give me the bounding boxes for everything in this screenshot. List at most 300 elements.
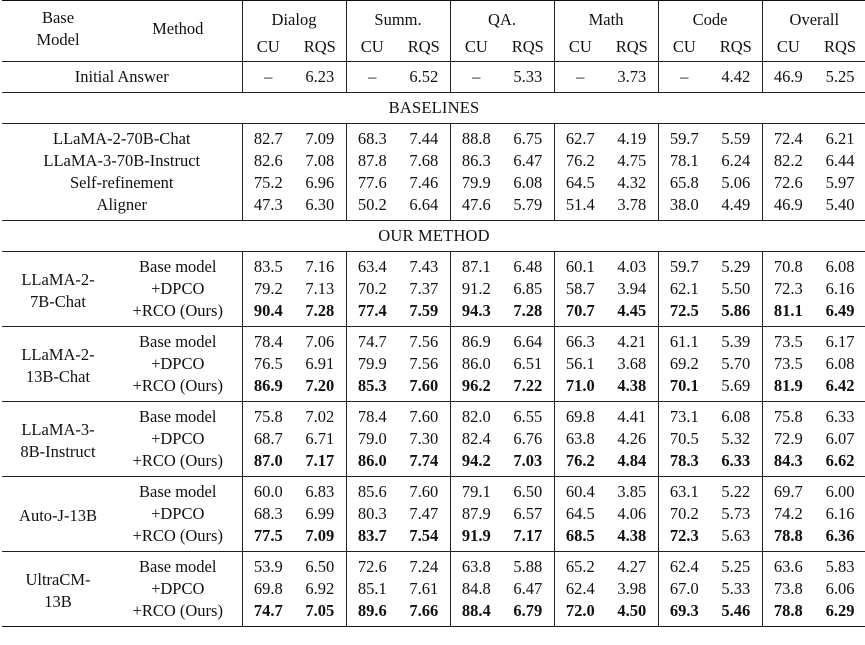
- value-cell: 4.19: [606, 124, 658, 151]
- header-category-code: Code: [658, 1, 762, 34]
- value-cell: 53.9: [242, 552, 294, 579]
- value-cell: 6.36: [825, 526, 855, 545]
- value-cell: 73.5: [773, 354, 803, 373]
- value-cell: 4.27: [606, 552, 658, 579]
- value-cell: 4.03: [606, 252, 658, 279]
- value-cell: 60.4: [554, 477, 606, 504]
- value-cell: 6.00: [814, 477, 865, 504]
- value-cell: 5.25: [710, 552, 762, 579]
- value-cell: 78.8: [773, 526, 803, 545]
- header-rqs: RQS: [502, 33, 554, 62]
- value-cell: 3.78: [606, 194, 658, 221]
- method-row: [2, 300, 865, 327]
- value-cell: 6.83: [294, 477, 346, 504]
- value-cell: 7.20: [294, 375, 346, 402]
- base-model-name-line1: LLaMA-2-: [21, 270, 95, 289]
- value-cell: 5.59: [710, 124, 762, 151]
- method-name: +RCO (Ours): [114, 300, 242, 327]
- value-cell: 69.8: [253, 579, 283, 598]
- value-cell: 73.8: [773, 579, 803, 598]
- value-cell: 6.92: [294, 578, 346, 600]
- base-model-name-line1: LLaMA-3-: [21, 420, 95, 439]
- method-name: +RCO (Ours): [114, 525, 242, 552]
- value-cell: 59.7: [658, 252, 710, 279]
- method-name: +DPCO: [114, 503, 242, 525]
- section-title-baselines: BASELINES: [2, 93, 865, 124]
- value-cell: 64.5: [565, 504, 595, 523]
- method-row: [2, 578, 865, 600]
- header-base-model-line1: Base: [41, 8, 75, 27]
- value-cell: 7.05: [294, 600, 346, 627]
- method-row: [2, 402, 865, 429]
- value-cell: 6.29: [814, 600, 865, 627]
- value-cell: 5.29: [710, 252, 762, 279]
- value-cell: 85.3: [357, 376, 387, 395]
- header-category-overall: Overall: [762, 1, 865, 34]
- header-cu: CU: [360, 37, 384, 56]
- base-model-name-line2: 8B-Instruct: [20, 442, 96, 461]
- value-cell: 6.17: [814, 327, 865, 354]
- value-cell: 6.08: [814, 252, 865, 279]
- value-cell: 82.7: [242, 124, 294, 151]
- baseline-name: LLaMA-3-70B-Instruct: [2, 150, 242, 172]
- value-cell: 5.70: [710, 353, 762, 375]
- value-cell: 50.2: [357, 195, 387, 214]
- value-cell: 70.5: [669, 429, 699, 448]
- value-cell: –: [346, 62, 398, 93]
- base-model-name: [2, 327, 114, 402]
- value-cell: 68.5: [565, 526, 595, 545]
- value-cell: 96.2: [461, 376, 491, 395]
- value-cell: 63.6: [762, 552, 814, 579]
- value-cell: 47.6: [461, 195, 491, 214]
- value-cell: 6.30: [294, 194, 346, 221]
- baseline-row: [2, 150, 865, 172]
- value-cell: 69.2: [669, 354, 699, 373]
- value-cell: 75.2: [253, 173, 283, 192]
- value-cell: 88.8: [450, 124, 502, 151]
- value-cell: –: [658, 62, 710, 93]
- value-cell: 4.06: [606, 503, 658, 525]
- value-cell: 77.6: [357, 173, 387, 192]
- value-cell: 6.55: [502, 402, 554, 429]
- value-cell: 86.0: [357, 451, 387, 470]
- value-cell: 6.85: [502, 278, 554, 300]
- method-row: [2, 600, 865, 627]
- value-cell: 3.85: [606, 477, 658, 504]
- value-cell: 73.1: [658, 402, 710, 429]
- value-cell: 5.06: [710, 172, 762, 194]
- value-cell: 7.47: [398, 503, 450, 525]
- section-title-our-method: OUR METHOD: [2, 221, 865, 252]
- baseline-name: Aligner: [2, 194, 242, 221]
- value-cell: 7.08: [294, 150, 346, 172]
- value-cell: 62.7: [554, 124, 606, 151]
- value-cell: 79.1: [450, 477, 502, 504]
- value-cell: 47.3: [253, 195, 283, 214]
- value-cell: 7.24: [398, 552, 450, 579]
- value-cell: 5.50: [710, 278, 762, 300]
- baseline-row: [2, 172, 865, 194]
- value-cell: 84.3: [773, 451, 803, 470]
- value-cell: 7.17: [294, 450, 346, 477]
- value-cell: 7.66: [398, 600, 450, 627]
- method-row: [2, 353, 865, 375]
- value-cell: 4.45: [606, 300, 658, 327]
- baseline-name: LLaMA-2-70B-Chat: [2, 124, 242, 151]
- value-cell: 85.6: [346, 477, 398, 504]
- value-cell: 5.33: [502, 62, 554, 93]
- value-cell: 51.4: [565, 195, 595, 214]
- value-cell: 86.9: [253, 376, 283, 395]
- header-cu: CU: [464, 37, 488, 56]
- value-cell: 6.21: [814, 124, 865, 151]
- value-cell: 5.86: [710, 300, 762, 327]
- value-cell: 72.3: [669, 526, 699, 545]
- value-cell: 7.68: [398, 150, 450, 172]
- method-name: Base model: [114, 402, 242, 429]
- value-cell: 59.7: [658, 124, 710, 151]
- value-cell: 62.4: [658, 552, 710, 579]
- value-cell: 38.0: [669, 195, 699, 214]
- value-cell: 70.1: [669, 376, 699, 395]
- value-cell: 91.2: [461, 279, 491, 298]
- value-cell: 5.83: [814, 552, 865, 579]
- value-cell: 84.8: [461, 579, 491, 598]
- value-cell: 72.6: [773, 173, 803, 192]
- value-cell: 5.39: [710, 327, 762, 354]
- value-cell: 60.1: [554, 252, 606, 279]
- method-row: [2, 375, 865, 402]
- method-name: Base model: [114, 252, 242, 279]
- value-cell: 3.73: [606, 62, 658, 93]
- value-cell: 7.44: [398, 124, 450, 151]
- value-cell: 7.46: [398, 172, 450, 194]
- value-cell: 6.08: [502, 172, 554, 194]
- header-rqs: RQS: [606, 33, 658, 62]
- value-cell: 94.3: [461, 301, 491, 320]
- value-cell: 5.73: [710, 503, 762, 525]
- value-cell: 7.13: [294, 278, 346, 300]
- method-name: +RCO (Ours): [114, 450, 242, 477]
- baseline-row: [2, 194, 865, 221]
- value-cell: 72.9: [773, 429, 803, 448]
- method-name: +DPCO: [114, 353, 242, 375]
- value-cell: 3.98: [606, 578, 658, 600]
- value-cell: 6.06: [825, 579, 855, 598]
- value-cell: 6.75: [502, 124, 554, 151]
- value-cell: 65.2: [554, 552, 606, 579]
- value-cell: 5.33: [710, 578, 762, 600]
- value-cell: 7.74: [398, 450, 450, 477]
- value-cell: 7.02: [294, 402, 346, 429]
- value-cell: 7.43: [398, 252, 450, 279]
- value-cell: 70.7: [565, 301, 595, 320]
- method-row: [2, 450, 865, 477]
- value-cell: 6.08: [825, 354, 855, 373]
- base-model-name-line1: UltraCM-: [25, 570, 91, 589]
- header-base-model: [2, 1, 114, 62]
- value-cell: 69.7: [762, 477, 814, 504]
- value-cell: 94.2: [461, 451, 491, 470]
- value-cell: 7.60: [398, 375, 450, 402]
- header-base-model-line2: Model: [36, 30, 80, 49]
- value-cell: 46.9: [762, 62, 814, 93]
- value-cell: 87.9: [461, 504, 491, 523]
- value-cell: 63.8: [450, 552, 502, 579]
- value-cell: 73.5: [762, 327, 814, 354]
- value-cell: 7.60: [398, 402, 450, 429]
- method-name: +RCO (Ours): [114, 600, 242, 627]
- value-cell: 46.9: [773, 195, 803, 214]
- header-category-summ: Summ.: [346, 1, 450, 34]
- value-cell: 5.40: [825, 195, 855, 214]
- value-cell: 87.1: [450, 252, 502, 279]
- value-cell: 58.7: [565, 279, 595, 298]
- value-cell: 82.6: [253, 151, 283, 170]
- method-row: [2, 428, 865, 450]
- value-cell: 7.28: [502, 300, 554, 327]
- value-cell: 6.33: [814, 402, 865, 429]
- header-cu: CU: [776, 37, 800, 56]
- header-row-categories: [2, 1, 865, 34]
- value-cell: 7.30: [398, 428, 450, 450]
- value-cell: 68.3: [346, 124, 398, 151]
- value-cell: –: [554, 62, 606, 93]
- value-cell: 62.1: [669, 279, 699, 298]
- value-cell: 87.8: [357, 151, 387, 170]
- value-cell: 77.5: [253, 526, 283, 545]
- value-cell: 86.3: [461, 151, 491, 170]
- value-cell: 5.79: [502, 194, 554, 221]
- initial-answer-label: Initial Answer: [2, 62, 242, 93]
- value-cell: 6.50: [502, 477, 554, 504]
- value-cell: 7.54: [398, 525, 450, 552]
- value-cell: 74.2: [773, 504, 803, 523]
- method-name: +DPCO: [114, 578, 242, 600]
- value-cell: 64.5: [565, 173, 595, 192]
- value-cell: 62.4: [565, 579, 595, 598]
- value-cell: 6.16: [825, 279, 855, 298]
- value-cell: 4.42: [710, 62, 762, 93]
- base-model-name-line1: LLaMA-2-: [21, 345, 95, 364]
- value-cell: 79.0: [357, 429, 387, 448]
- value-cell: 69.3: [658, 600, 710, 627]
- value-cell: 6.16: [825, 504, 855, 523]
- value-cell: 76.5: [253, 354, 283, 373]
- header-method: Method: [114, 1, 242, 62]
- value-cell: 6.50: [294, 552, 346, 579]
- value-cell: 86.0: [461, 354, 491, 373]
- value-cell: 7.09: [294, 124, 346, 151]
- value-cell: 83.7: [357, 526, 387, 545]
- value-cell: 4.49: [710, 194, 762, 221]
- value-cell: 87.0: [253, 451, 283, 470]
- value-cell: 72.6: [346, 552, 398, 579]
- value-cell: 61.1: [658, 327, 710, 354]
- value-cell: 70.8: [762, 252, 814, 279]
- value-cell: 5.63: [710, 525, 762, 552]
- header-rqs: RQS: [398, 33, 450, 62]
- base-model-name: [2, 552, 114, 627]
- base-model-name-line1: Auto-J-13B: [19, 506, 97, 525]
- value-cell: 65.8: [669, 173, 699, 192]
- value-cell: 78.8: [762, 600, 814, 627]
- value-cell: 6.51: [502, 353, 554, 375]
- value-cell: 72.0: [554, 600, 606, 627]
- value-cell: 78.4: [242, 327, 294, 354]
- value-cell: 82.0: [450, 402, 502, 429]
- value-cell: 63.1: [658, 477, 710, 504]
- value-cell: 85.1: [357, 579, 387, 598]
- value-cell: 6.42: [825, 376, 855, 395]
- value-cell: 79.9: [357, 354, 387, 373]
- header-rqs: RQS: [710, 33, 762, 62]
- section-row-baselines: [2, 93, 865, 124]
- value-cell: 6.44: [825, 151, 855, 170]
- value-cell: 68.3: [253, 504, 283, 523]
- baseline-row: [2, 124, 865, 151]
- value-cell: 7.60: [398, 477, 450, 504]
- value-cell: 6.76: [502, 428, 554, 450]
- value-cell: 74.7: [346, 327, 398, 354]
- base-model-name: [2, 252, 114, 327]
- value-cell: 4.21: [606, 327, 658, 354]
- section-row-our-method: [2, 221, 865, 252]
- header-cu: CU: [256, 37, 280, 56]
- initial-answer-row: [2, 62, 865, 93]
- value-cell: 56.1: [565, 354, 595, 373]
- value-cell: 68.7: [253, 429, 283, 448]
- value-cell: 70.2: [669, 504, 699, 523]
- value-cell: 72.3: [773, 279, 803, 298]
- baseline-name: Self-refinement: [2, 172, 242, 194]
- value-cell: 3.68: [606, 353, 658, 375]
- value-cell: 5.88: [502, 552, 554, 579]
- value-cell: 7.09: [294, 525, 346, 552]
- method-row: [2, 525, 865, 552]
- value-cell: 6.96: [294, 172, 346, 194]
- value-cell: 81.1: [773, 301, 803, 320]
- value-cell: 67.0: [669, 579, 699, 598]
- base-model-name-line2: 13B-Chat: [25, 367, 91, 386]
- header-category-math: Math: [554, 1, 658, 34]
- value-cell: 78.3: [669, 451, 699, 470]
- value-cell: 90.4: [253, 301, 283, 320]
- value-cell: 78.1: [669, 151, 699, 170]
- value-cell: 5.32: [710, 428, 762, 450]
- value-cell: 7.17: [502, 525, 554, 552]
- value-cell: 7.56: [398, 353, 450, 375]
- value-cell: 7.16: [294, 252, 346, 279]
- value-cell: 6.33: [710, 450, 762, 477]
- value-cell: 72.4: [762, 124, 814, 151]
- method-row: [2, 477, 865, 504]
- value-cell: 6.79: [502, 600, 554, 627]
- value-cell: 6.23: [294, 62, 346, 93]
- value-cell: 5.97: [825, 173, 855, 192]
- value-cell: 89.6: [346, 600, 398, 627]
- header-cu: CU: [568, 37, 592, 56]
- value-cell: 80.3: [357, 504, 387, 523]
- value-cell: 81.9: [773, 376, 803, 395]
- header-rqs: RQS: [823, 37, 857, 56]
- value-cell: 69.8: [554, 402, 606, 429]
- method-name: +RCO (Ours): [114, 375, 242, 402]
- method-row: [2, 252, 865, 279]
- method-name: Base model: [114, 327, 242, 354]
- method-name: Base model: [114, 477, 242, 504]
- value-cell: 6.64: [398, 194, 450, 221]
- value-cell: 76.2: [565, 451, 595, 470]
- value-cell: 7.03: [502, 450, 554, 477]
- value-cell: 6.91: [294, 353, 346, 375]
- value-cell: 76.2: [565, 151, 595, 170]
- value-cell: 7.56: [398, 327, 450, 354]
- value-cell: 7.22: [502, 375, 554, 402]
- value-cell: 5.25: [814, 62, 865, 93]
- value-cell: 71.0: [565, 376, 595, 395]
- value-cell: 60.0: [242, 477, 294, 504]
- header-rqs: RQS: [294, 33, 346, 62]
- value-cell: 70.2: [357, 279, 387, 298]
- value-cell: 78.4: [346, 402, 398, 429]
- value-cell: 6.47: [502, 578, 554, 600]
- base-model-name-line2: 7B-Chat: [30, 292, 86, 311]
- value-cell: 5.22: [710, 477, 762, 504]
- results-table: [2, 0, 865, 627]
- value-cell: –: [242, 62, 294, 93]
- value-cell: 86.9: [450, 327, 502, 354]
- value-cell: 6.47: [502, 150, 554, 172]
- value-cell: 77.4: [357, 301, 387, 320]
- method-row: [2, 278, 865, 300]
- value-cell: 88.4: [450, 600, 502, 627]
- header-category-dialog: Dialog: [242, 1, 346, 34]
- value-cell: 75.8: [242, 402, 294, 429]
- value-cell: 4.75: [606, 150, 658, 172]
- value-cell: 63.8: [565, 429, 595, 448]
- value-cell: 7.28: [294, 300, 346, 327]
- value-cell: 82.4: [461, 429, 491, 448]
- value-cell: 4.26: [606, 428, 658, 450]
- value-cell: 66.3: [554, 327, 606, 354]
- value-cell: 6.24: [710, 150, 762, 172]
- value-cell: 79.9: [461, 173, 491, 192]
- value-cell: –: [450, 62, 502, 93]
- value-cell: 6.08: [710, 402, 762, 429]
- value-cell: 4.38: [606, 375, 658, 402]
- method-row: [2, 503, 865, 525]
- method-name: +DPCO: [114, 278, 242, 300]
- method-name: Base model: [114, 552, 242, 579]
- method-row: [2, 327, 865, 354]
- value-cell: 82.2: [773, 151, 803, 170]
- base-model-name: [2, 477, 114, 552]
- value-cell: 7.06: [294, 327, 346, 354]
- value-cell: 63.4: [346, 252, 398, 279]
- header-cu: CU: [672, 37, 696, 56]
- value-cell: 3.94: [606, 278, 658, 300]
- header-category-qa: QA.: [450, 1, 554, 34]
- value-cell: 6.07: [825, 429, 855, 448]
- value-cell: 4.38: [606, 525, 658, 552]
- value-cell: 83.5: [242, 252, 294, 279]
- value-cell: 7.37: [398, 278, 450, 300]
- value-cell: 72.5: [669, 301, 699, 320]
- value-cell: 7.59: [398, 300, 450, 327]
- value-cell: 6.52: [398, 62, 450, 93]
